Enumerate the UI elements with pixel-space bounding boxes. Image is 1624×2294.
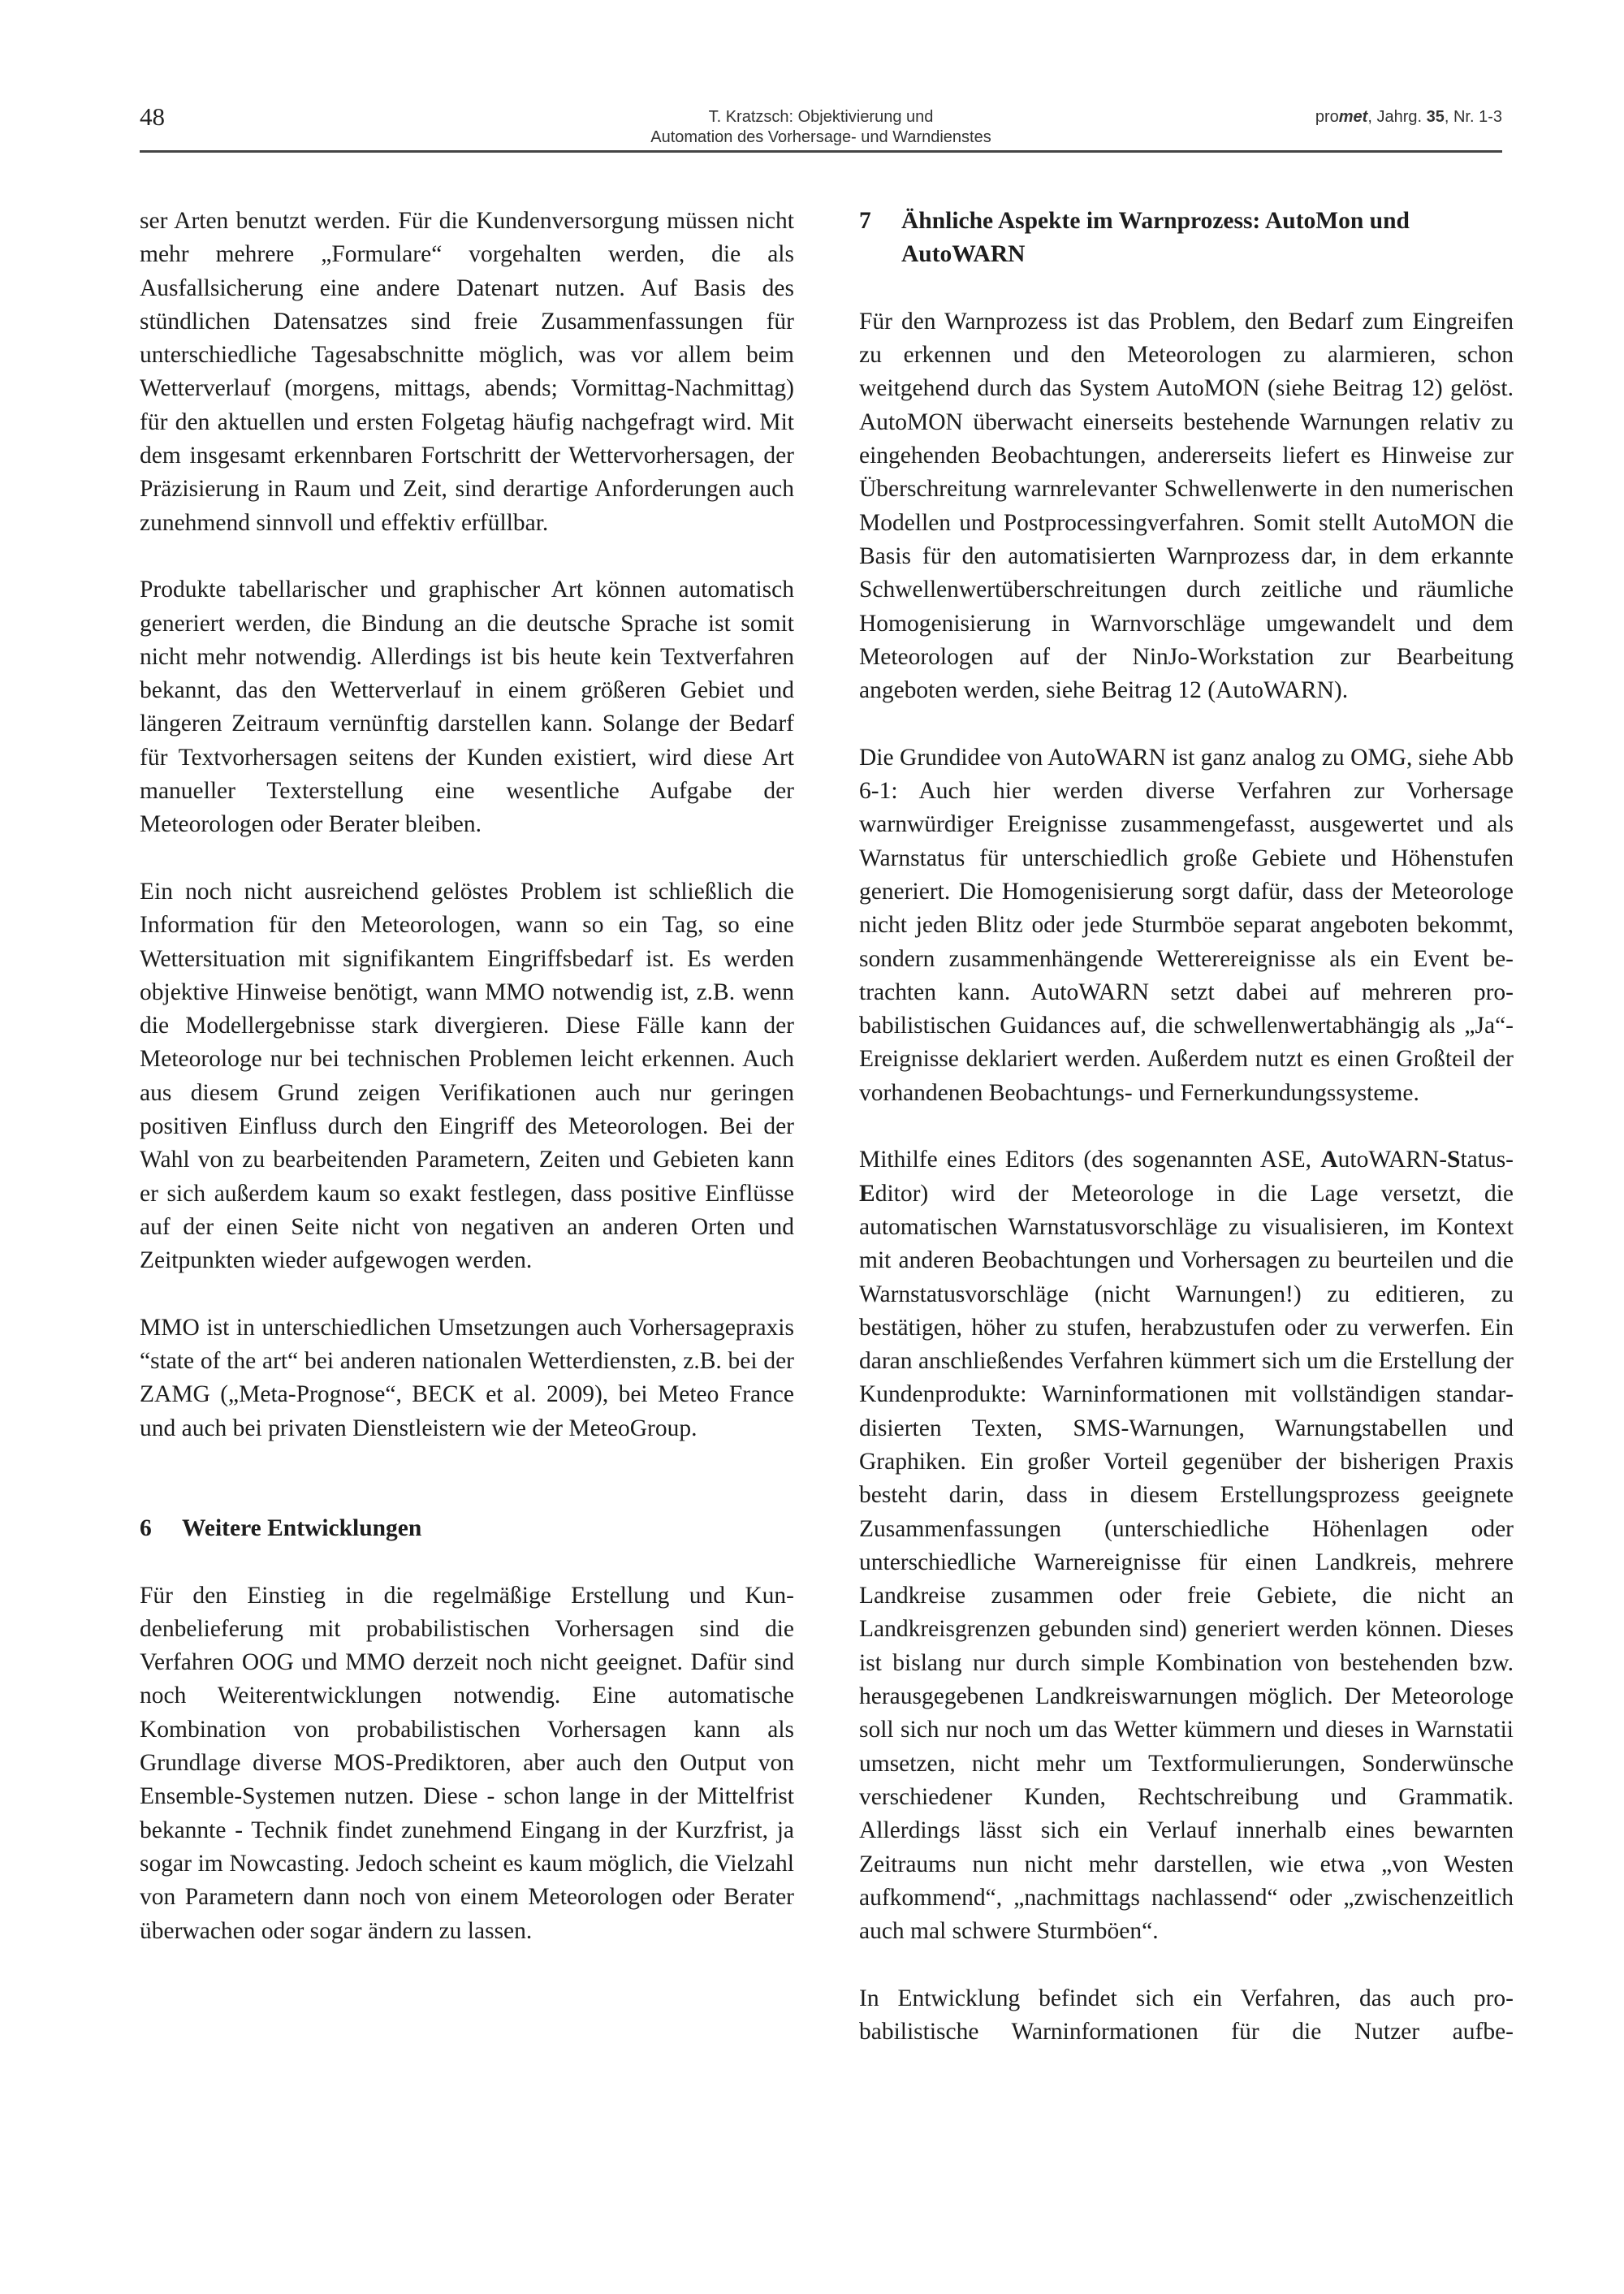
journal-volume: 35 [1426,108,1445,126]
body-paragraph: Die Grundidee von AutoWARN ist ganz analog zu OMG, siehe Abb 6-1: Auch hier werden diverse Verfahren zur Vorhersage warnwürdiger Ereignisse zusammengefasst, ausgewertet und als Warnstatus für unterschiedlich große Gebiete und Höhenstufen generiert. Die Homogenisierung sorgt dafür, dass der Meteorologe nicht jeden Blitz oder jede Sturmböe separat angeboten bekommt, sondern zusammenhängende Wetterereignisse als ein Event betrachten kann. AutoWARN setzt dabei auf mehreren probabilistischen Guidances auf, die schwellenwertabhängig als „Ja“-Ereignisse deklariert werden. Außerdem nutzt es einen Großteil der vorhandenen Beobachtungs- und Fernerkundungssysteme. [859,744,1514,1106]
section-title: Weitere Entwicklungen [182,1514,422,1541]
paragraph-spacer [140,1278,794,1311]
paragraph-spacer [859,1948,1514,1981]
paragraph-spacer [140,842,794,875]
acronym-letter-a: A [1320,1147,1338,1173]
acronym-letter-s: S [1447,1147,1461,1173]
text-run: tatus- [1460,1147,1514,1173]
section-number: 6 [140,1514,152,1541]
section-number: 7 [859,208,871,234]
body-paragraph: MMO ist in unterschiedlichen Umsetzungen auch Vorhersagepraxis “state of the art“ bei anderen nationalen Wetterdiensten, z.B. bei der ZAMG („Meta-Prognose“, BECK et al. 2009), bei Meteo France und auch bei privaten Dienstleistern wie der MeteoGroup. [140,1314,794,1441]
journal-issue: , Nr. 1-3 [1444,108,1502,126]
ase-paragraph [859,1143,1514,1948]
text-run: Mithilfe eines Editors (des sogenannten ASE, [859,1147,1321,1173]
running-title [140,107,1502,148]
body-paragraph: Ein noch nicht ausreichend gelöstes Problem ist schließlich die Information für den Meteorologen, wann so ein Tag, so eine Wettersituation mit signifikantem Eingriffsbedarf ist. Es werden objektive Hinweise benötigt, wann MMO notwendig ist, z.B. wenn die Modellergebnisse stark divergieren. Diese Fälle kann der Meteorologe nur bei technischen Problemen leicht erkennen. Auch aus diesem Grund zeigen Verifikationen auch nur geringen positiven Einfluss durch den Eingriff des Meteorologen. Bei der Wahl von zu bearbeitenden Parametern, Zeiten und Gebieten kann er sich außerdem kaum so exakt festlegen, dass positive Einflüsse auf der einen Seite nicht von negativen an anderen Orten und Zeitpunkten wieder aufgewogen werden. [140,878,794,1274]
section-spacer [140,1445,794,1512]
body-paragraph: Produkte tabellarischer und graphischer Art können automatisch generiert werden, die Bindung an die deutsche Sprache ist somit nicht mehr notwendig. Allerdings ist bis heute kein Textverfahren bekannt, das den Wetterverlauf in einem größeren Gebiet und längeren Zeitraum vernünftig darstellen kann. Solange der Bedarf für Textvorhersagen seitens der Kunden existiert, wird diese Art manueller Texterstellung eine wesentliche Aufgabe der Meteorologen oder Berater bleiben. [140,577,794,838]
body-paragraph: In Entwicklung befindet sich ein Verfahren, das auch probabilistische Warninformationen für die Nutzer aufbe- [859,1985,1514,2046]
section-title: Ähnliche Aspekte im Warnprozess: AutoMon und AutoWARN [901,208,1410,268]
body-paragraph: ser Arten benutzt werden. Für die Kundenversorgung müssen nicht mehr mehrere „Formulare“ vorgehalten werden, die als Ausfallsicherung eine andere Datenart nutzen. Auf Basis des stündlichen Datensatzes sind freie Zusammenfassungen für unterschiedliche Tagesabschnitte möglich, was vor allem beim Wetterverlauf (morgens, mittags, abends; Vormittag-Nachmittag) für den aktuellen und ersten Folgetag häufig nachgefragt wird. Mit dem insgesamt erkennbaren Fortschritt der Wettervorhersagen, der Präzisierung in Raum und Zeit, sind derartige Anforderungen auch zunehmend sinnvoll und effektiv erfüllbar. [140,208,794,536]
section-heading-7 [859,205,1514,272]
page-header [140,104,1502,151]
section-heading-6 [140,1512,794,1545]
running-title-line-2: Automation des Vorhersage- und Warndienstes [650,128,991,146]
journal-name-prefix: pro [1315,108,1339,126]
text-run: utoWARN- [1337,1147,1448,1173]
paragraph-spacer [140,1545,794,1579]
journal-year-label: , Jahrg. [1367,108,1427,126]
paragraph-spacer [859,272,1514,305]
body-paragraph: Für den Warnprozess ist das Problem, den Bedarf zum Eingreifen zu erkennen und den Meteorologen zu alarmieren, schon weitgehend durch das System AutoMON (siehe Beitrag 12) gelöst. AutoMON überwacht einerseits bestehende Warnungen relativ zu eingehenden Beobachtungen, andererseits liefert es Hinweise zur Überschreitung warnrelevanter Schwellenwerte in den numerischen Modellen und Postprocessingverfahren. Somit stellt AutoMON die Basis für den automatisierten Warnprozess dar, in dem erkannte Schwellenwertüberschreitungen durch zeitliche und räumliche Homogenisierung in Warnvorschläge umgewandelt und dem Meteorologen auf der NinJo-Workstation zur Bearbeitung angeboten werden, siehe Beitrag 12 (AutoWARN). [859,308,1514,704]
running-title-line-1: T. Kratzsch: Objektivierung und [708,108,934,126]
journal-name-emphasis: met [1338,108,1368,126]
right-column [859,205,1514,2049]
body-paragraph: Für den Einstieg in die regelmäßige Erstellung und Kundenbelieferung mit probabilistischen Vorhersagen sind die Verfahren OOG und MMO derzeit noch nicht geeignet. Dafür sind noch Weiterentwicklungen notwendig. Eine automatische Kombination von probabilistischen Vorhersagen kann als Grundlage diverse MOS-Prediktoren, aber auch den Output von Ensemble-Systemen nutzen. Diese - schon lange in der Mittelfrist bekannte - Technik findet zunehmend Eingang in der Kurzfrist, ja sogar im Nowcasting. Jedoch scheint es kaum möglich, die Vielzahl von Parametern dann noch von einem Meteorologen oder Berater überwachen oder sogar ändern zu lassen. [140,1582,794,1944]
left-column [140,205,794,1948]
page-number: 48 [140,102,165,131]
header-rule [140,150,1502,153]
paragraph-spacer [140,540,794,573]
acronym-letter-e: E [859,1180,875,1207]
paragraph-spacer [859,1110,1514,1143]
paragraph-spacer [859,707,1514,741]
text-run: ditor) wird der Meteorologe in die Lage versetzt, die automatischen Warnstatusvorschläge zu visualisieren, im Kontext mit anderen Beobachtungen und Vorhersagen zu beurteilen und die Warnstatusvorschläge (nicht Warnungen!) zu editieren, zu bestätigen, höher zu stufen, herabzustufen oder zu verwerfen. Ein daran anschließendes Verfahren kümmert sich um die Erstellung der Kundenprodukte: Warninformationen mit vollständigen standardisierten Texten, SMS-Warnungen, Warnungstabellen und Graphiken. Ein großer Vorteil gegenüber der bisherigen Praxis besteht darin, dass in diesem Erstellungsprozess geeignete Zusammenfassungen (unterschiedliche Höhenlagen oder unterschiedliche Warnereignisse für einen Landkreis, mehrere Landkreise zusammen oder freie Gebiete, die nicht an Landkreisgrenzen gebunden sind) generiert werden können. Dieses ist bislang nur durch simple Kombination von bestehenden bzw. herausgegebenen Landkreiswarnungen möglich. Der Meteorologe soll sich nur noch um das Wetter kümmern und dieses in Warnstatii umsetzen, nicht mehr um Textformulierungen, Sonderwünsche verschiedener Kunden, Rechtschreibung und Grammatik. Allerdings lässt sich ein Verlauf innerhalb eines bewarnten Zeitraums nun nicht mehr darstellen, wie etwa „von Westen aufkommend“, „nachmittags nachlassend“ oder „zwischenzeitlich auch mal schwere Sturmböen“. [859,1180,1514,1945]
journal-reference [1315,107,1502,127]
